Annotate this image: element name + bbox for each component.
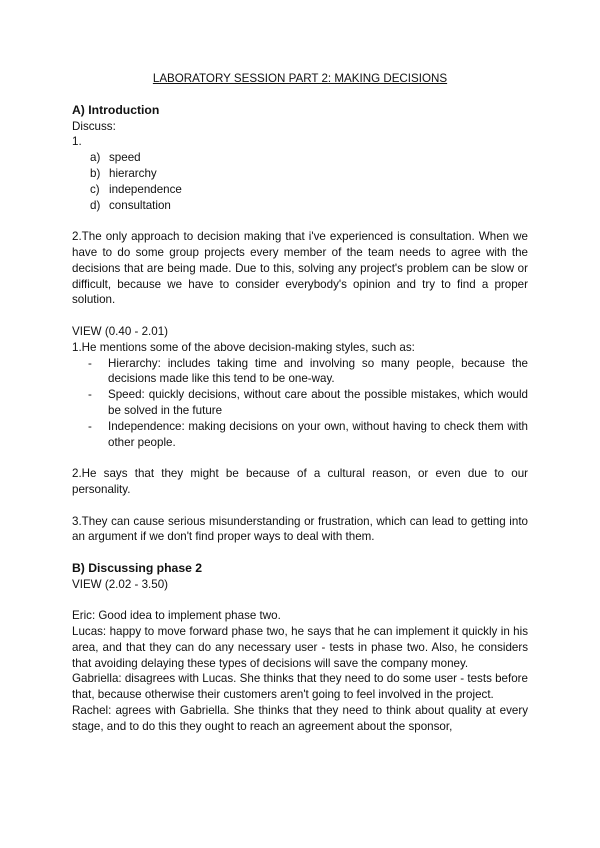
- rachel-statement: Rachel: agrees with Gabriella. She thinks that they need to think about quality at every stage, and to do this they ought to reach an agreement about the sponsor,: [72, 704, 528, 733]
- list-marker: -: [88, 356, 92, 370]
- list-marker: -: [88, 419, 92, 433]
- section-a-heading: A) Introduction: [72, 102, 160, 117]
- list-marker: c): [90, 182, 100, 196]
- styles-list: [72, 356, 528, 451]
- list-text: Hierarchy: includes taking time and involving so many people, because the decisions made like this tend to be one-way.: [108, 356, 528, 386]
- section-b-heading: B) Discussing phase 2: [72, 560, 203, 575]
- lucas-statement: Lucas: happy to move forward phase two, he says that he can implement it quickly in his area, and that they can do any necessary user - tests in phase two. Also, he considers that avoiding delaying these types of decisions will save the company money.: [72, 625, 528, 670]
- view-timestamp-a: VIEW (0.40 - 2.01): [72, 324, 169, 338]
- list-item: [88, 419, 528, 451]
- list-item: [90, 182, 528, 198]
- list-marker: d): [90, 198, 101, 212]
- eric-statement: Eric: Good idea to implement phase two.: [72, 609, 281, 623]
- options-list: [72, 150, 528, 213]
- list-text: consultation: [109, 198, 171, 212]
- document-title: LABORATORY SESSION PART 2: MAKING DECISIONS: [152, 72, 448, 85]
- list-item: [90, 150, 528, 166]
- list-text: hierarchy: [109, 166, 157, 180]
- question-2-answer: 2.The only approach to decision making that i've experienced is consultation. When we have to do some group projects every member of the team needs to agree with the decisions that are being made. Due to this, solving any project's problem can be slow or difficult, because we have to consider everybody's opinion and try to find a proper solution.: [72, 230, 528, 307]
- view-point-2: 2.He says that they might be because of a cultural reason, or even due to our personality.: [72, 467, 528, 496]
- gabriella-statement: Gabriella: disagrees with Lucas. She thinks that they need to do some user - tests before that, because otherwise their customers aren't going to feel involved in the project.: [72, 672, 528, 702]
- view-timestamp-b: VIEW (2.02 - 3.50): [72, 577, 169, 591]
- list-text: speed: [109, 151, 141, 165]
- list-item: [90, 166, 528, 182]
- list-marker: b): [90, 166, 101, 180]
- question-1-number: 1.: [72, 135, 82, 149]
- list-item: [90, 198, 528, 214]
- view-point-3: 3.They can cause serious misunderstanding or frustration, which can lead to getting into an argument if we don't find proper ways to deal with them.: [72, 514, 528, 544]
- discuss-label: Discuss:: [72, 119, 116, 133]
- list-text: Independence: making decisions on your own, without having to check them with other people.: [108, 419, 528, 449]
- list-item: [88, 356, 528, 388]
- list-text: independence: [109, 182, 182, 196]
- list-item: [88, 387, 528, 419]
- view-point-1: 1.He mentions some of the above decision-making styles, such as:: [72, 340, 415, 354]
- list-marker: a): [90, 151, 101, 165]
- list-text: Speed: quickly decisions, without care about the possible mistakes, which would be solved in the future: [108, 388, 528, 417]
- list-marker: -: [88, 388, 92, 402]
